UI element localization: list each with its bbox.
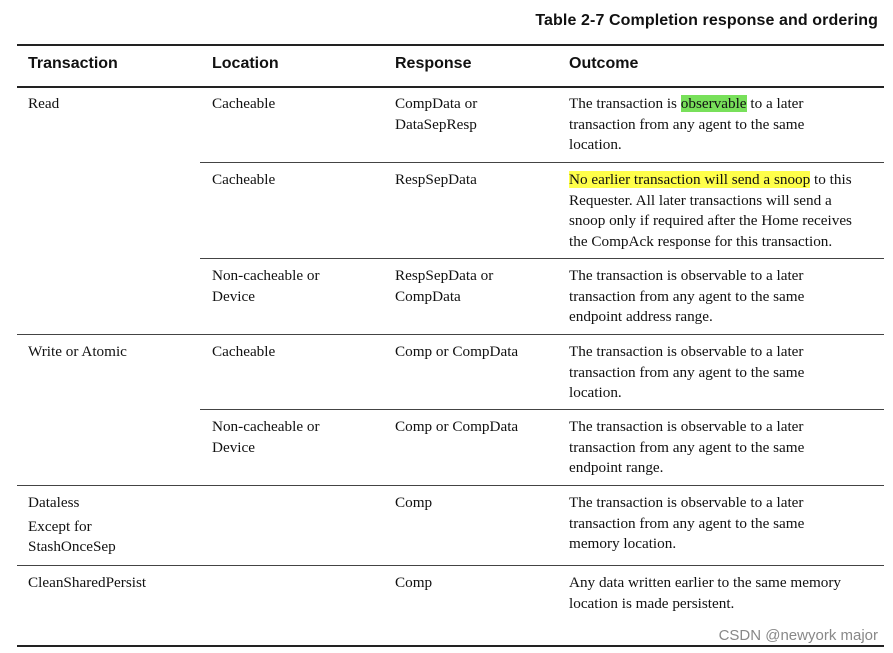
location-line: Device [212, 438, 256, 456]
table-top-rule [17, 44, 884, 46]
row-dataless-response: Comp [395, 494, 433, 511]
outcome-text: The transaction is observable to a later [569, 494, 804, 511]
location-line: Non-cacheable or [212, 418, 320, 435]
row-read-nc-outcome [569, 266, 881, 328]
row-cleansharedpersist-outcome [569, 573, 881, 614]
row-divider [200, 162, 884, 163]
row-divider [17, 565, 884, 566]
row-read-sep-location: Cacheable [212, 171, 276, 188]
row-read-response [395, 94, 565, 135]
header-location: Location [212, 55, 279, 72]
outcome-text: The transaction is observable to a later [569, 418, 804, 435]
row-cleansharedpersist-transaction: CleanSharedPersist [28, 574, 147, 591]
row-read-nc-response [395, 266, 565, 307]
row-write-transaction: Write or Atomic [28, 343, 127, 360]
transaction-line: Except for [28, 517, 92, 535]
outcome-text: to this [810, 171, 852, 188]
row-write-location: Cacheable [212, 343, 276, 360]
row-divider [200, 409, 884, 410]
header-response: Response [395, 55, 472, 72]
watermark: CSDN @newyork major [718, 627, 878, 644]
header-outcome: Outcome [569, 55, 639, 72]
outcome-text: memory location. [569, 535, 677, 552]
outcome-text: transaction from any agent to the same [569, 115, 805, 133]
outcome-text: transaction from any agent to the same [569, 287, 805, 305]
transaction-line: Dataless [28, 494, 80, 511]
response-line: DataSepResp [395, 115, 477, 133]
outcome-text: the CompAck response for this transaction. [569, 232, 833, 250]
transaction-line: StashOnceSep [28, 538, 116, 555]
header-transaction: Transaction [28, 55, 118, 72]
row-write-outcome [569, 342, 881, 404]
outcome-text: The transaction is observable to a later [569, 267, 804, 284]
row-divider [200, 258, 884, 259]
table-bottom-rule [17, 645, 884, 647]
outcome-text: The transaction is [569, 95, 681, 112]
row-read-sep-response: RespSepData [395, 171, 477, 188]
response-line: CompData or [395, 95, 478, 112]
header-bottom-rule [17, 86, 884, 88]
outcome-text: location is made persistent. [569, 594, 735, 612]
outcome-text: transaction from any agent to the same [569, 514, 805, 532]
outcome-text: location. [569, 384, 622, 401]
outcome-text: snoop only if required after the Home receives [569, 212, 852, 229]
row-dataless-outcome [569, 493, 881, 555]
row-dataless-transaction [28, 493, 193, 558]
outcome-text: Requester. All later transactions will send a [569, 191, 832, 209]
outcome-text: endpoint range. [569, 459, 664, 476]
outcome-text: location. [569, 136, 622, 153]
outcome-text: endpoint address range. [569, 308, 713, 325]
row-read-outcome [569, 94, 881, 156]
highlighted-text: observable [680, 95, 747, 112]
outcome-text: to a later [746, 95, 804, 112]
row-cleansharedpersist-response: Comp [395, 574, 433, 591]
row-divider [17, 485, 884, 486]
outcome-text: The transaction is observable to a later [569, 343, 804, 360]
row-read-transaction: Read [28, 95, 60, 112]
row-write-nc-location [212, 417, 387, 458]
outcome-text: Any data written earlier to the same memory [569, 574, 842, 591]
outcome-text: transaction from any agent to the same [569, 363, 805, 381]
row-write-nc-response: Comp or CompData [395, 418, 519, 435]
response-line: CompData [395, 287, 461, 305]
location-line: Device [212, 287, 256, 305]
response-line: RespSepData or [395, 267, 494, 284]
table-caption: Table 2-7 Completion response and ordering [535, 12, 878, 29]
location-line: Non-cacheable or [212, 267, 320, 284]
row-read-nc-location [212, 266, 387, 307]
outcome-text: transaction from any agent to the same [569, 438, 805, 456]
row-read-location: Cacheable [212, 95, 276, 112]
row-write-response: Comp or CompData [395, 343, 519, 360]
row-write-nc-outcome [569, 417, 881, 479]
row-read-sep-outcome [569, 170, 881, 252]
row-divider [17, 334, 884, 335]
highlighted-text: No earlier transaction will send a snoop [569, 171, 811, 188]
